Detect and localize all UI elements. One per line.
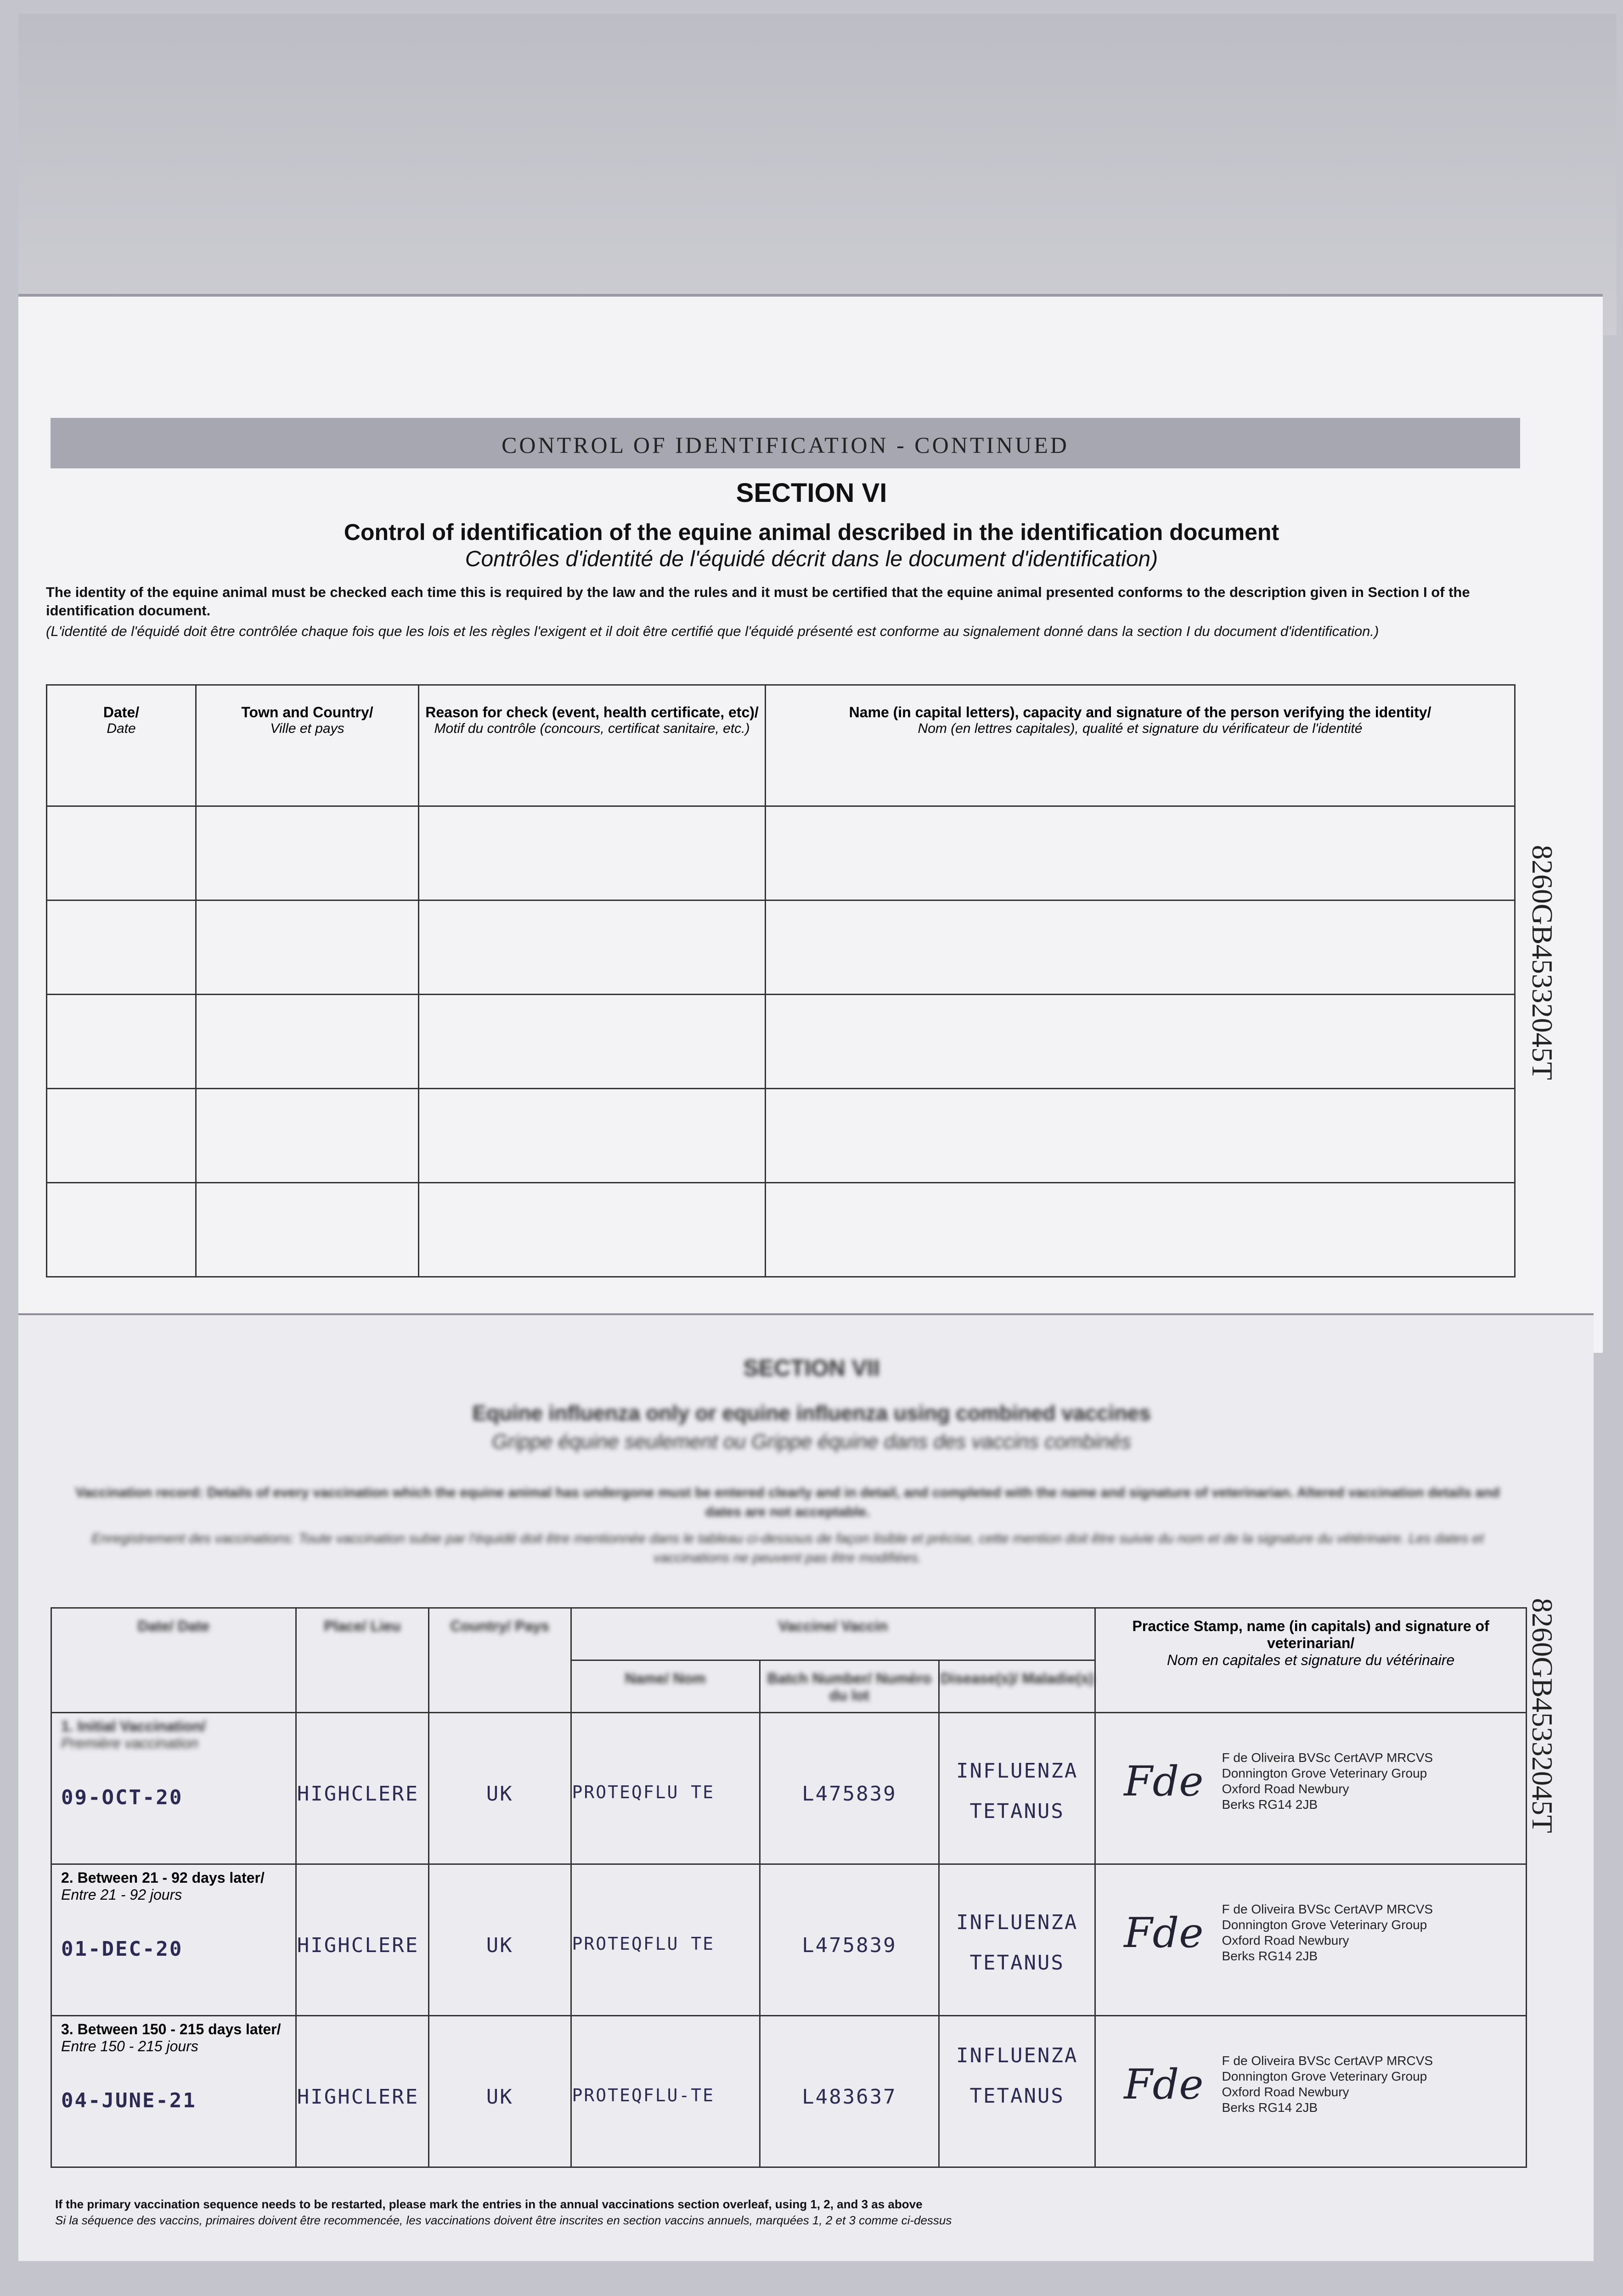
vet-stamp: F de Oliveira BVSc CertAVP MRCVS Donnington Grove Veterinary Group Oxford Road Newbury Berks RG14 2JB [1222, 1902, 1433, 1963]
vacc-intro-fr: Enregistrement des vaccinations: Toute vaccination subie par l'équidé doit être mentionnée dans le tableau ci-dessous de façon lisible et précise, cette mention doit être suivie du nom et de la signature du vétérinaire. Les dates et vaccinations ne peuvent pas être modifiées. [91, 1531, 1484, 1565]
col-date: Date/ Date [47, 685, 196, 806]
vacc-country: UK [486, 1934, 513, 1957]
table-row [51, 2016, 1527, 2167]
vacc-disease-2: TETANUS [969, 1951, 1065, 1975]
vet-signature: Fde [1124, 2060, 1204, 2109]
vacc-col-vaccine: Vaccine/ Vaccin [571, 1608, 1095, 1660]
section-number: SECTION VI [736, 478, 887, 508]
vacc-col-place: Place/ Lieu [296, 1608, 428, 1713]
vacc-col-disease: Disease(s)/ Maladie(s) [939, 1660, 1095, 1713]
vacc-col-date: Date/ Date [51, 1608, 296, 1713]
vacc-country: UK [486, 1782, 513, 1806]
vacc-country: UK [486, 2085, 513, 2109]
vacc-disease-1: INFLUENZA [956, 2044, 1078, 2067]
vet-stamp: F de Oliveira BVSc CertAVP MRCVS Donnington Grove Veterinary Group Oxford Road Newbury Berks RG14 2JB [1222, 2054, 1433, 2115]
vacc-section-number: SECTION VII [743, 1355, 880, 1381]
vacc-name: PROTEQFLU-TE [572, 2085, 715, 2105]
id-table-header [47, 685, 1515, 806]
table-row [47, 995, 1515, 1089]
vacc-disease-2: TETANUS [969, 1800, 1065, 1823]
passport-number-upper: 8260GB45332045T [1526, 845, 1559, 1080]
section-band [51, 418, 1520, 468]
section-title-fr: Contrôles d'identité de l'équidé décrit dans le document d'identification) [465, 547, 1158, 571]
table-row [47, 806, 1515, 900]
vacc-col-name: Name/ Nom [571, 1660, 760, 1713]
vet-stamp: F de Oliveira BVSc CertAVP MRCVS Donnington Grove Veterinary Group Oxford Road Newbury Berks RG14 2JB [1222, 1750, 1433, 1812]
intro-fr: (L'identité de l'équidé doit être contrôlée chaque fois que les lois et les règles l'exigent et il doit être certifié que l'équidé présenté est conforme au signalement donné dans la section I du document d'identification.) [46, 623, 1379, 639]
vacc-title-fr: Grippe équine seulement ou Grippe équine dans des vaccins combinés [492, 1430, 1131, 1453]
vacc-date: 04-JUNE-21 [61, 2089, 197, 2112]
vaccination-table [51, 1607, 1527, 2168]
vacc-name: PROTEQFLU TE [572, 1782, 715, 1802]
vacc-batch: L483637 [802, 2085, 897, 2109]
vacc-disease-2: TETANUS [969, 2084, 1065, 2108]
section-title-en: Control of identification of the equine animal described in the identification document [344, 519, 1279, 545]
vacc-col-country: Country/ Pays [429, 1608, 571, 1713]
vacc-col-stamp: Practice Stamp, name (in capitals) and signature of veterinarian/ Nom en capitales et signature du vétérinaire [1095, 1608, 1527, 1713]
band-title: CONTROL OF IDENTIFICATION - CONTINUED [502, 432, 1069, 458]
vacc-col-batch: Batch Number/ Numéro du lot [760, 1660, 939, 1713]
vacc-date: 01-DEC-20 [61, 1937, 183, 1961]
vacc-place: HIGHCLERE [297, 2085, 419, 2109]
vacc-header-row [51, 1608, 1527, 1660]
table-row [47, 1089, 1515, 1183]
table-row [51, 1864, 1527, 2016]
vacc-name: PROTEQFLU TE [572, 1934, 715, 1954]
col-verifier: Name (in capital letters), capacity and signature of the person verifying the identity/ Nom (en lettres capitales), qualité et signature du vérificateur de l'identité [766, 685, 1515, 806]
identification-table [46, 684, 1516, 1277]
vet-signature: Fde [1124, 1757, 1204, 1806]
vacc-row-date-cell: 2. Between 21 - 92 days later/ Entre 21 - 92 jours 01-DEC-20 [51, 1864, 296, 2016]
vacc-disease-1: INFLUENZA [956, 1759, 1078, 1783]
footer-note-fr: Si la séquence des vaccins, primaires doivent être recommencée, les vaccinations doivent être inscrites en section vaccins annuels, marquées 1, 2 et 3 comme ci-dessus [55, 2213, 952, 2227]
vacc-place: HIGHCLERE [297, 1782, 419, 1806]
table-row [51, 1713, 1527, 1864]
col-reason: Reason for check (event, health certificate, etc)/ Motif du contrôle (concours, certificat sanitaire, etc.) [419, 685, 766, 806]
footer-note-en: If the primary vaccination sequence needs to be restarted, please mark the entries in the annual vaccinations section overleaf, using 1, 2, and 3 as above [55, 2197, 923, 2211]
vacc-date: 09-OCT-20 [61, 1786, 183, 1809]
vacc-row-date-cell: 1. Initial Vaccination/ Première vaccination 09-OCT-20 [51, 1713, 296, 1864]
vacc-disease-1: INFLUENZA [956, 1911, 1078, 1934]
intro-en: The identity of the equine animal must be checked each time this is required by the law and the rules and it must be certified that the equine animal presented conforms to the description given in Section I of the identification document. [46, 584, 1470, 619]
vacc-batch: L475839 [802, 1782, 897, 1806]
vet-signature: Fde [1124, 1908, 1204, 1957]
table-row [47, 1183, 1515, 1277]
vacc-intro-en: Vaccination record: Details of every vaccination which the equine animal has undergone must be entered clearly and in detail, and completed with the name and signature of veterinarian. Altered vaccination details and dates are not acceptable. [75, 1485, 1500, 1519]
passport-number-lower: 8260GB45332045T [1526, 1598, 1559, 1833]
col-town: Town and Country/ Ville et pays [196, 685, 419, 806]
scan-background [18, 14, 1617, 335]
vacc-row-date-cell: 3. Between 150 - 215 days later/ Entre 150 - 215 jours 04-JUNE-21 [51, 2016, 296, 2167]
vacc-title-en: Equine influenza only or equine influenza using combined vaccines [472, 1401, 1151, 1425]
table-row [47, 900, 1515, 995]
vacc-batch: L475839 [802, 1934, 897, 1957]
vacc-place: HIGHCLERE [297, 1934, 419, 1957]
